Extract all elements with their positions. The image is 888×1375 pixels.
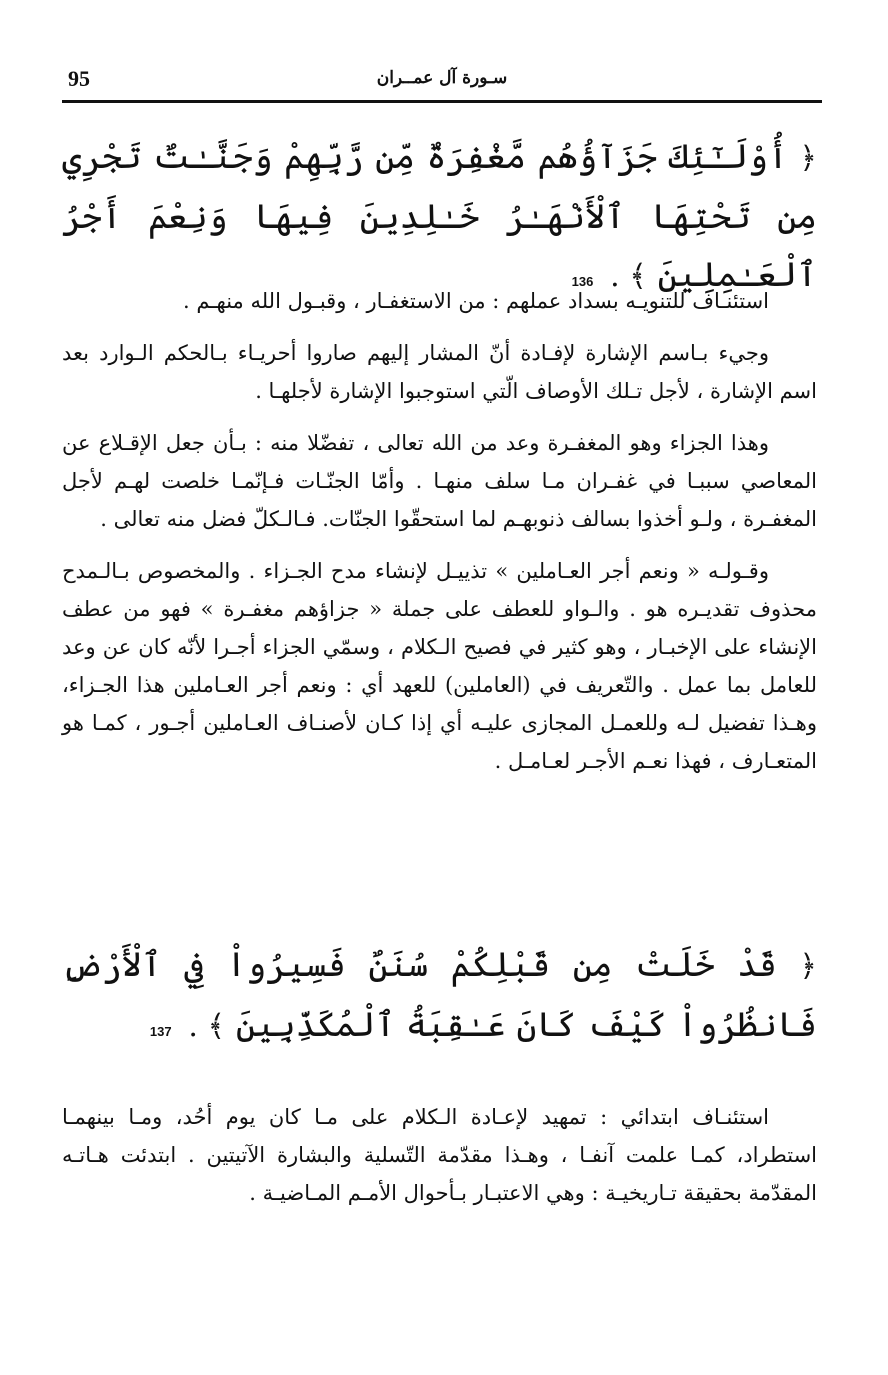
paragraph: استئنـاف للتنويـه بسداد عملهم : من الاستغفـار ، وقبـول الله منهـم . xyxy=(183,289,769,313)
verse-close-bracket: ﴾ . xyxy=(188,1009,226,1044)
verse-137-text: قَدْ خَلَتْ مِن قَبْلِكُمْ سُنَنٌ فَسِيرُواْ فِي ٱلْأَرْضِ فَانظُرُواْ كَيْفَ كَانَ عَـٰقِبَةُ ٱلْمُكَذِّبِينَ xyxy=(62,945,817,1045)
verse-136-text: أُوْلَـٰٓئِكَ جَزَآؤُهُم مَّغْفِرَةٌ مِّن رَّبِّهِمْ وَجَنَّـٰتٌ تَجْرِي مِن تَحْتِهَا ٱلْأَنْهَـٰرُ خَـٰلِدِينَ فِيهَا وَنِعْمَ أَجْرُ ٱلْعَـٰمِلِينَ xyxy=(62,137,817,295)
paragraph: وهذا الجزاء وهو المغفـرة وعد من الله تعالى ، تفضّلا منه : بـأن جعل الإقـلاع عن المعاصي سببـا في غفـران مـا سلف منهـا . وأمّا الجنّـات فـإنّمـا خلصت لهـم لأجل المغفـرة ، ولـو أخذوا بسالف ذنوبهـم لما استحقّوا الجنّات. فـالـكلّ فضل منه تعالى . xyxy=(62,431,817,531)
paragraph: وقـولـه « ونعم أجر العـاملين » تذييـل لإنشاء مدح الجـزاء . والمخصوص بـالـمدح محذوف تقديـره هو . والـواو للعطف على جملة « جزاؤهم مغفـرة » فهو من عطف الإنشاء على الإخبـار ، وهو كثير في فصيح الـكلام ، وسمّي الجزاء أجـرا لأنّه كان عن وعد للعامل بما عمل . والتّعريف في (العاملين) للعهد أي : ونعم أجر العـاملين هذا الجـزاء، وهـذا تفضيل لـه وللعمـل المجازى عليـه أي إذا كـان لأصنـاف العـاملين أجـور ، كمـا هو المتعـارف ، فهذا نعـم الأجـر لعـامـل . xyxy=(62,559,817,773)
page-header xyxy=(62,62,822,102)
paragraph: استئنـاف ابتدائي : تمهيد لإعـادة الـكلام على مـا كان يوم أحُد، ومـا بينهمـا استطراد، كمـا علمت آنفـا ، وهـذا مقدّمة التّسلية والبشارة الآتيتين . ابتدئت هـاتـه المقدّمة بحقيقة تـاريخيـة : وهي الاعتبـار بـأحوال الأمـم المـاضيـة . xyxy=(62,1105,817,1205)
verse-open-bracket: ﴿ xyxy=(799,141,817,176)
running-title: سـورة آل عمــران xyxy=(376,68,508,88)
verse-number: 137 xyxy=(149,1024,172,1039)
verse-number: 136 xyxy=(571,274,594,289)
page-number: 95 xyxy=(68,66,90,91)
commentary-136 xyxy=(62,282,817,780)
header-rule xyxy=(62,100,822,103)
verse-137 xyxy=(62,936,817,1061)
verse-close-bracket: ﴾ . xyxy=(610,259,647,294)
verse-open-bracket: ﴿ xyxy=(799,949,817,984)
paragraph: وجيء بـاسم الإشارة لإفـادة أنّ المشار إليهم صاروا أحريـاء بـالحكم الـوارد بعد اسم الإشارة ، لأجل تـلك الأوصاف الّتي استوجبوا الإشارة لأجلهـا . xyxy=(62,341,817,403)
commentary-137 xyxy=(62,1098,817,1212)
